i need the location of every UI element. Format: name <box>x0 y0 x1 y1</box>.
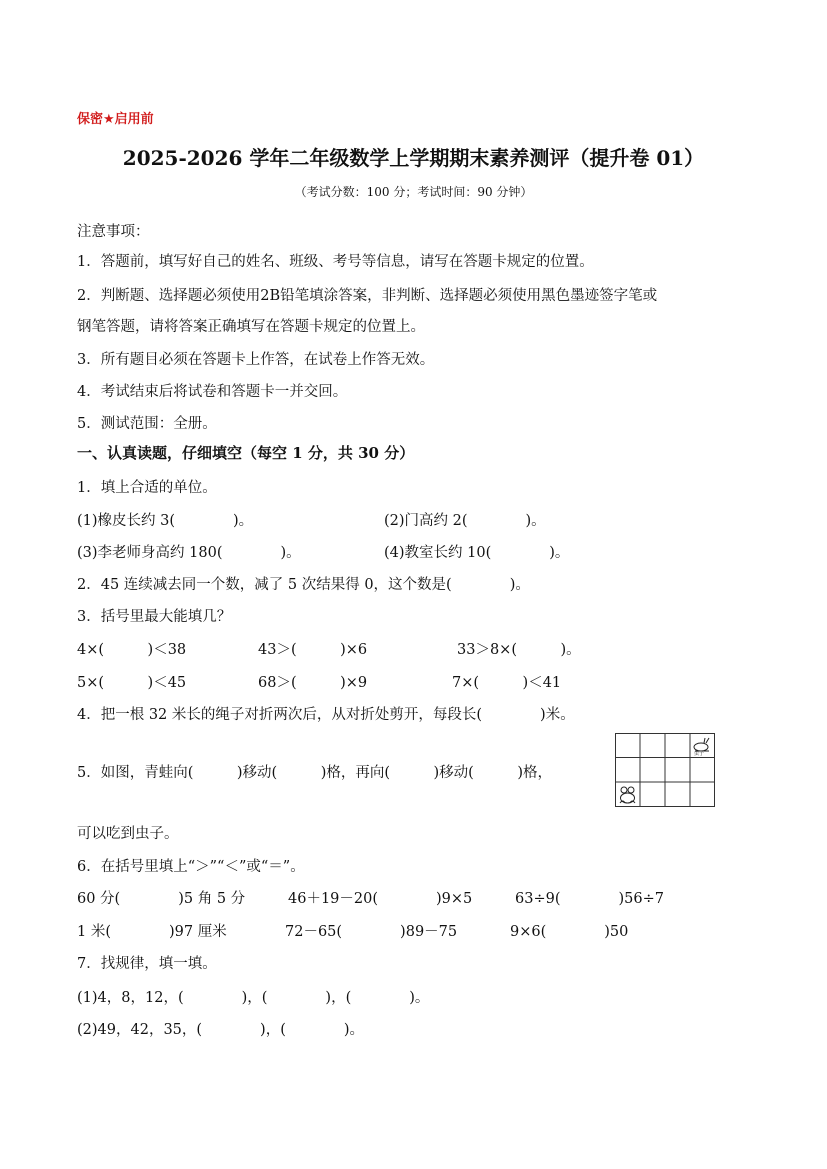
question-3-stem: 3．括号里最大能填几？ <box>77 609 232 625</box>
page-title: 2025-2026 学年二年级数学上学期期末素养测评（提升卷 01） <box>122 146 705 170</box>
question-7-stem: 7．找规律，填一填。 <box>77 956 217 972</box>
notice-line: 1．答题前，填写好自己的姓名、班级、考号等信息，请写在答题卡规定的位置。 <box>77 254 594 270</box>
confidential-label: 保密★启用前 <box>77 112 154 127</box>
notice-line: 5．测试范围：全册。 <box>77 416 217 432</box>
question-1-item: (3)李老师身高约 180( )。 <box>77 545 301 561</box>
question-3-item: 5×( )＜45 <box>77 675 187 691</box>
question-6-stem: 6．在括号里填上“＞”“＜”或“＝”。 <box>77 859 305 875</box>
question-1-item: (2)门高约 2( )。 <box>384 513 546 529</box>
question-7-item: (1)4，8，12，( )，( )，( )。 <box>77 990 430 1006</box>
question-3-item: 33＞8×( )。 <box>457 642 581 658</box>
frog-grid-figure <box>615 733 715 807</box>
question-3-item: 4×( )＜38 <box>77 642 187 658</box>
question-1-item: (4)教室长约 10( )。 <box>384 545 570 561</box>
question-6-item: 60 分( )5 角 5 分 <box>77 891 246 907</box>
question-6-item: 63÷9( )56÷7 <box>515 891 664 907</box>
question-6-item: 46＋19－20( )9×5 <box>288 891 473 907</box>
question-5-stem: 5．如图，青蛙向( )移动( )格，再向( )移动( )格， <box>77 765 552 781</box>
question-3-item: 43＞( )×6 <box>258 642 368 658</box>
notice-line: 钢笔答题，请将答案正确填写在答题卡规定的位置上。 <box>77 319 425 335</box>
notice-line: 4．考试结束后将试卷和答题卡一并交回。 <box>77 384 348 400</box>
question-1-stem: 1．填上合适的单位。 <box>77 480 217 496</box>
question-4-stem: 4．把一根 32 米长的绳子对折两次后，从对折处剪开，每段长( )米。 <box>77 707 575 723</box>
question-3-item: 68＞( )×9 <box>258 675 368 691</box>
question-1-item: (1)橡皮长约 3( )。 <box>77 513 254 529</box>
notice-line: 2．判断题、选择题必须使用2B铅笔填涂答案，非判断、选择题必须使用黑色墨迹签字笔或 <box>77 288 658 304</box>
question-7-item: (2)49，42，35，( )，( )。 <box>77 1022 365 1038</box>
question-5-tail: 可以吃到虫子。 <box>77 826 179 842</box>
notice-line: 3．所有题目必须在答题卡上作答，在试卷上作答无效。 <box>77 352 435 368</box>
exam-info: （考试分数：100 分；考试时间：90 分钟） <box>294 185 533 199</box>
notice-heading: 注意事项： <box>77 224 150 240</box>
question-6-item: 72－65( )89－75 <box>285 924 458 940</box>
question-6-item: 9×6( )50 <box>510 924 629 940</box>
bug-label: 虫子 <box>694 751 705 757</box>
question-3-item: 7×( )＜41 <box>452 675 562 691</box>
question-2-stem: 2．45 连续减去同一个数，减了 5 次结果得 0，这个数是( )。 <box>77 577 530 593</box>
question-6-item: 1 米( )97 厘米 <box>77 924 227 940</box>
section-heading: 一、认真读题，仔细填空（每空 1 分，共 30 分） <box>77 444 415 462</box>
